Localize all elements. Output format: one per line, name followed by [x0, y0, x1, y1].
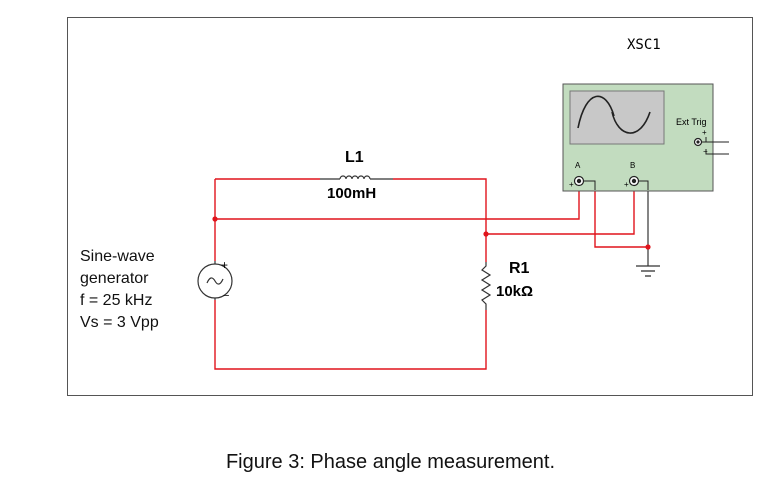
circuit-wires [215, 179, 648, 369]
inductor-symbol [320, 176, 393, 179]
generator-line-3: f = 25 kHz [80, 292, 153, 309]
channel-b-label: B [630, 161, 636, 170]
inductor-name-label: L1 [345, 149, 364, 166]
scope-screen [570, 91, 664, 144]
junction-dot [212, 216, 217, 221]
scope-name-label: XSC1 [627, 37, 661, 53]
ext-trig-plus: + [702, 128, 707, 137]
channel-a-plus: + [569, 180, 574, 189]
ext-trig-label: Ext Trig [676, 117, 707, 127]
junction-dot [483, 231, 488, 236]
wire-node-b [486, 190, 634, 234]
source-minus-label: − [223, 290, 230, 302]
wire-ground-link [595, 190, 648, 247]
resistor-name-label: R1 [509, 260, 530, 277]
junctions [212, 216, 650, 249]
wire-inductor-to-resistor [393, 179, 486, 262]
inductor-value-label: 100mH [327, 185, 377, 202]
figure-caption: Figure 3: Phase angle measurement. [225, 451, 556, 473]
oscilloscope-symbol [563, 84, 729, 191]
ext-trig-minus: − [703, 147, 708, 156]
generator-line-1: Sine-wave [80, 248, 155, 265]
junction-dot [645, 244, 650, 249]
generator-line-4: Vs = 3 Vpp [80, 314, 159, 331]
resistor-symbol [482, 262, 490, 310]
source-plus-label: + [221, 258, 229, 272]
ground-icon [636, 266, 660, 276]
channel-b-plus: + [624, 180, 629, 189]
wire-node-a [215, 190, 579, 219]
generator-line-2: generator [80, 270, 149, 287]
resistor-value-label: 10kΩ [496, 283, 534, 300]
wire-bottom [215, 300, 486, 369]
channel-a-label: A [575, 161, 581, 170]
